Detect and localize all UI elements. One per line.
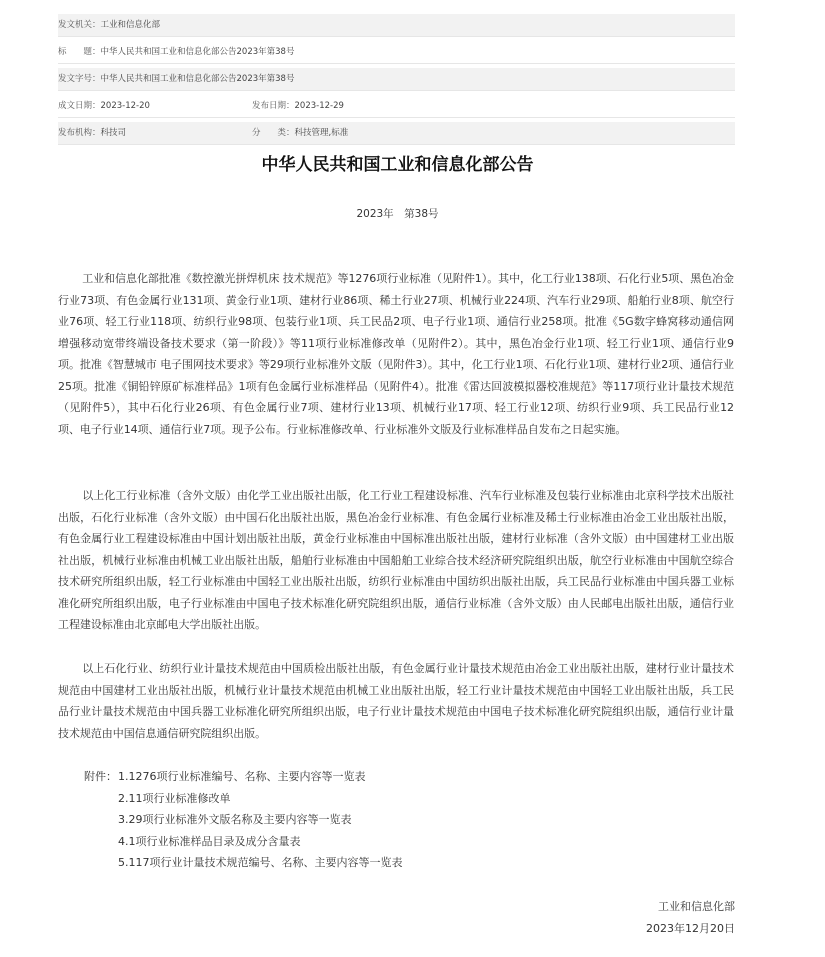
published-date-cell — [252, 95, 344, 117]
category-cell — [252, 122, 348, 144]
category-value: 科技管理,标准 — [294, 128, 349, 138]
category-label: 分 类： — [252, 128, 295, 138]
created-date-cell — [58, 95, 252, 117]
attachment-1: 1.1276项行业标准编号、名称、主要内容等一览表 — [118, 770, 366, 783]
meta-row-org — [58, 122, 735, 145]
attachments-label: 附件： — [84, 770, 117, 783]
attachment-item — [84, 831, 403, 853]
issuer-value: 工业和信息化部 — [100, 20, 161, 30]
document-metadata-table — [58, 14, 735, 145]
signature-date: 2023年12月20日 — [646, 921, 735, 935]
docno-label: 发文字号： — [58, 74, 101, 84]
signature-org: 工业和信息化部 — [658, 900, 735, 913]
title-label: 标 题： — [58, 47, 101, 57]
meta-row-dates — [58, 95, 735, 118]
org-value: 科技司 — [100, 128, 127, 138]
document-title: 中华人民共和国工业和信息化部公告 — [261, 155, 534, 175]
published-label: 发布日期： — [252, 101, 295, 111]
meta-row-issuer — [58, 14, 735, 37]
body-paragraph-1: 工业和信息化部批准《数控激光拼焊机床 技术规范》等1276项行业标准（见附件1）。其中，化工行业138项、石化行业5项、黑色冶金行业73项、有色金属行业131项、黄金行业1项、建材行业86项、稀土行业27项、机械行业224项、汽车行业29项、船舶行业8项、航空行业76项、轻工行业118项、纺织行业98项、包装行业1项、兵工民品2项、电子行业1项、通信行业258项。批准《5G数字蜂窝移动通信网 增强移动宽带终端设备技术要求（第一阶段）》等11项行业标准修改单（见附件2）。其中，黑色冶金行业1项、轻工行业1项、通信行业9项。批准《智慧城市 电子围网技术要求》等29项行业标准外文版（见附件3）。其中，化工行业1项、石化行业1项、建材行业2项、通信行业25项。批准《铜铅锌原矿标准样品》1项有色金属行业标准样品（见附件4）。批准《雷达回波模拟器校准规范》等117项行业计量技术规范（见附件5），其中石化行业26项、有色金属行业7项、建材行业13项、机械行业17项、轻工行业12项、纺织行业9项、兵工民品行业12项、电子行业14项、通信行业7项。现予公布。行业标准修改单、行业标准外文版及行业标准样品自发布之日起实施。 — [58, 272, 734, 436]
attachment-item — [84, 788, 403, 810]
attachment-item — [84, 809, 403, 831]
meta-row-docno — [58, 68, 735, 91]
docno-value: 中华人民共和国工业和信息化部公告2023年第38号 — [100, 74, 295, 84]
attachment-2: 2.11项行业标准修改单 — [118, 791, 231, 805]
published-value: 2023-12-29 — [294, 101, 344, 111]
org-label: 发布机构： — [58, 128, 101, 138]
attachments-list — [84, 766, 403, 874]
document-number: 2023年 第38号 — [356, 208, 439, 220]
issuer-label: 发文机关： — [58, 20, 101, 30]
body-paragraph-2: 以上化工行业标准（含外文版）由化学工业出版社出版，化工行业工程建设标准、汽车行业标准及包装行业标准由北京科学技术出版社出版，石化行业标准（含外文版）由中国石化出版社出版，黑色冶金行业标准、有色金属行业标准及稀土行业标准由冶金工业出版社出版，有色金属行业工程建设标准由中国计划出版社出版，黄金行业标准由中国标准出版社出版，建材行业标准（含外文版）由中国建材工业出版社出版，机械行业标准由机械工业出版社出版，船舶行业标准由中国船舶工业综合技术经济研究院组织出版，航空行业标准由中国航空综合技术研究所组织出版，轻工行业标准由中国轻工业出版社出版，纺织行业标准由中国纺织出版社出版，兵工民品行业标准由中国兵器工业标准化研究所组织出版，电子行业标准由中国电子技术标准化研究院组织出版，通信行业标准（含外文版）由人民邮电出版社出版，通信行业工程建设标准由北京邮电大学出版社出版。 — [58, 489, 734, 631]
created-label: 成文日期： — [58, 101, 101, 111]
attachment-item — [84, 852, 403, 874]
signature-block — [646, 896, 735, 939]
body-paragraph-3: 以上石化行业、纺织行业计量技术规范由中国质检出版社出版，有色金属行业计量技术规范由冶金工业出版社出版，建材行业计量技术规范由中国建材工业出版社出版，机械行业计量技术规范由机械工业出版社出版，轻工行业计量技术规范由中国轻工业出版社出版，兵工民品行业计量技术规范由中国兵器工业标准化研究所组织出版，电子行业计量技术规范由中国电子技术标准化研究院组织出版，通信行业计量技术规范由中国信息通信研究院组织出版。 — [58, 662, 734, 740]
attachment-item — [84, 766, 403, 788]
attachment-5: 5.117项行业计量技术规范编号、名称、主要内容等一览表 — [118, 856, 403, 870]
attachment-4: 4.1项行业标准样品目录及成分含量表 — [118, 834, 301, 848]
attachment-3: 3.29项行业标准外文版名称及主要内容等一览表 — [118, 813, 352, 827]
meta-row-title — [58, 41, 735, 64]
title-value: 中华人民共和国工业和信息化部公告2023年第38号 — [100, 47, 295, 57]
created-value: 2023-12-20 — [100, 101, 150, 111]
org-cell — [58, 122, 252, 144]
